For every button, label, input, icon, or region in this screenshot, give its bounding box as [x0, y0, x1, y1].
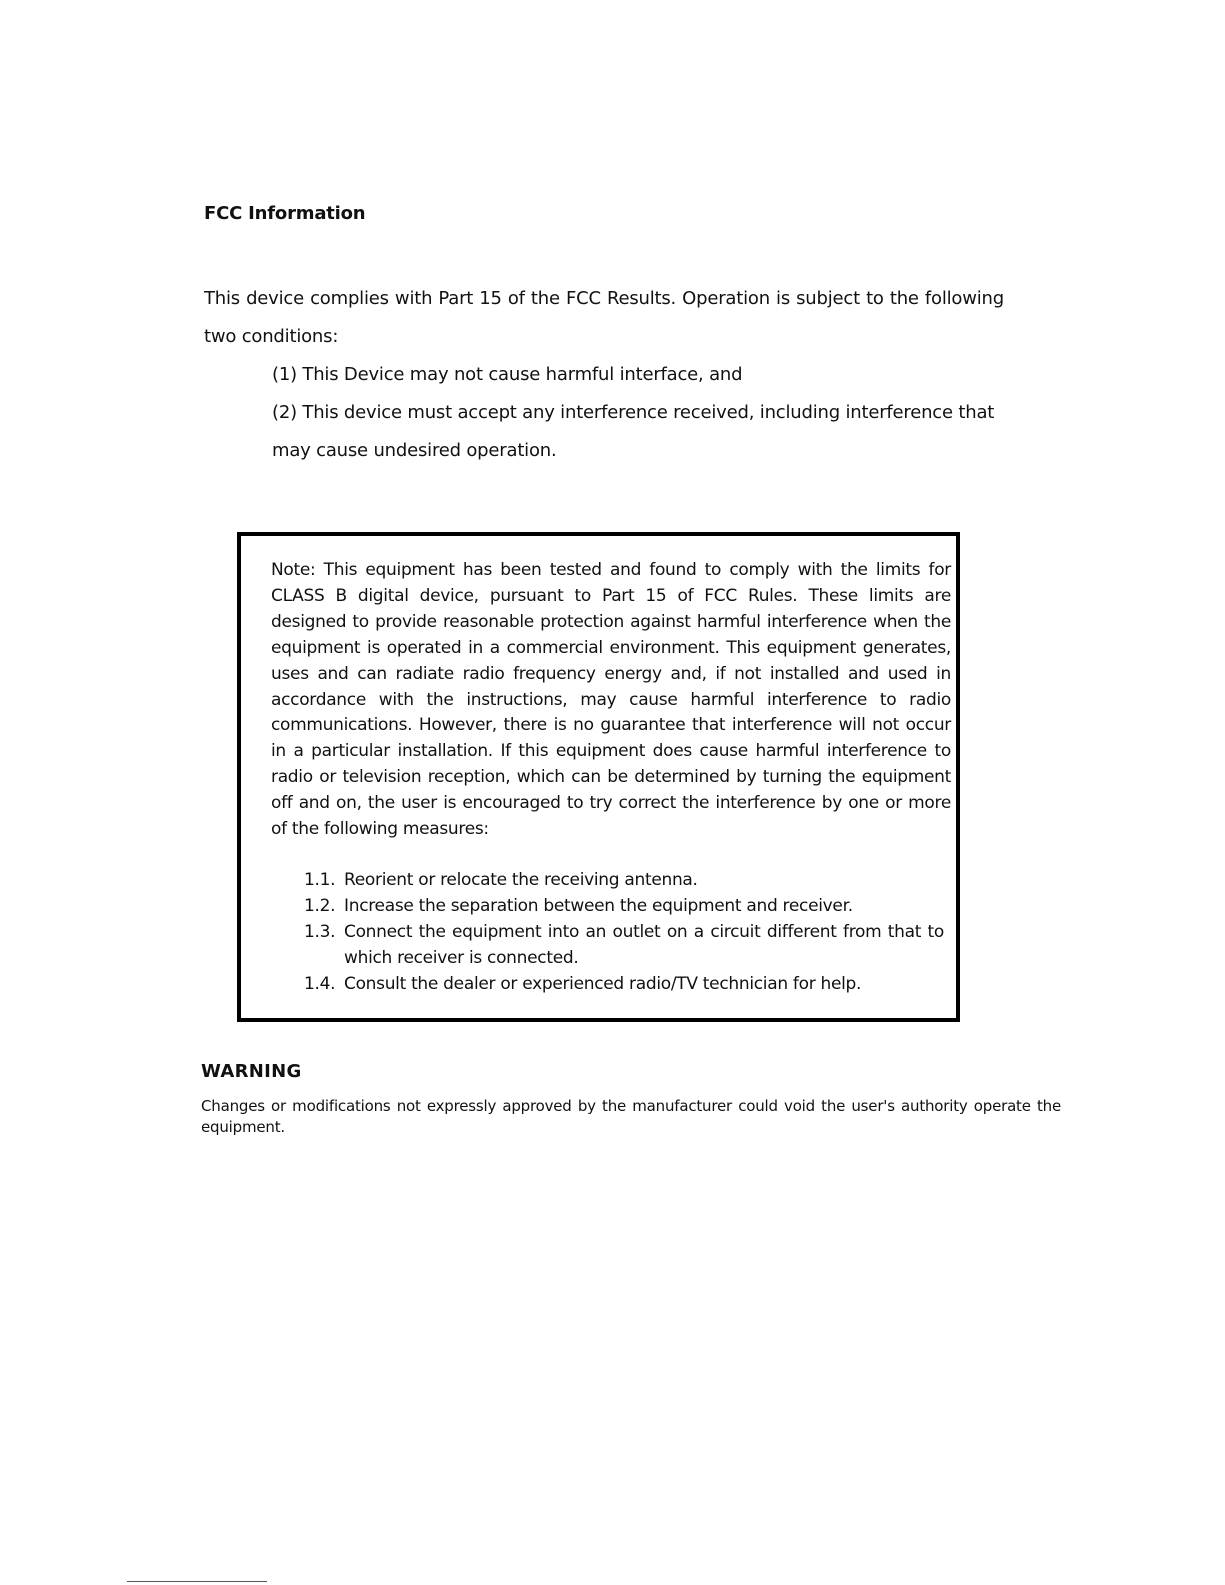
measure-item — [304, 868, 944, 894]
conditions-list — [272, 356, 1012, 470]
measure-number: 1.1. — [304, 870, 336, 890]
condition-item: (1) This Device may not cause harmful interface, and — [272, 364, 743, 385]
note-text: Note: This equipment has been tested and found to comply with the limits for CLASS B digital device, pursuant to Part 15 of FCC Rules. These limits are designed to provide reasonable protection against harmful interference when the equipment is operated in a commercial environment. This equipment generates, uses and can radiate radio frequency energy and, if not installed and used in accordance with the instructions, may cause harmful interference to radio communications. However, there is no guarantee that interference will not occur in a particular installation. If this equipment does cause harmful interference to radio or television reception, which can be determined by turning the equipment off and on, the user is encouraged to try correct the interference by one or more of the following measures: — [271, 560, 951, 840]
measure-text: Connect the equipment into an outlet on a circuit different from that to which receiver is connected. — [344, 921, 944, 968]
measure-item — [304, 972, 944, 998]
measure-number: 1.2. — [304, 895, 336, 916]
warning-text: Changes or modifications not expressly approved by the manufacturer could void the user's authority operate the equipment. — [201, 1097, 1061, 1136]
warning-heading: WARNING — [201, 1061, 302, 1082]
measures-list — [304, 868, 944, 998]
measure-text: Reorient or relocate the receiving antenna. — [344, 870, 698, 890]
measure-number: 1.3. — [304, 921, 336, 942]
footnote-separator — [127, 1581, 267, 1582]
page-title: FCC Information — [204, 203, 366, 224]
note-box — [237, 532, 960, 1022]
intro-paragraph: This device complies with Part 15 of the FCC Results. Operation is subject to the following two conditions: — [204, 288, 1004, 347]
measure-number: 1.4. — [304, 973, 336, 994]
measure-text: Increase the separation between the equipment and receiver. — [344, 895, 853, 916]
measure-item — [304, 894, 944, 920]
measure-item — [304, 920, 944, 972]
condition-item: (2) This device must accept any interference received, including interference that may cause undesired operation. — [272, 402, 995, 461]
measure-text: Consult the dealer or experienced radio/TV technician for help. — [344, 973, 862, 994]
